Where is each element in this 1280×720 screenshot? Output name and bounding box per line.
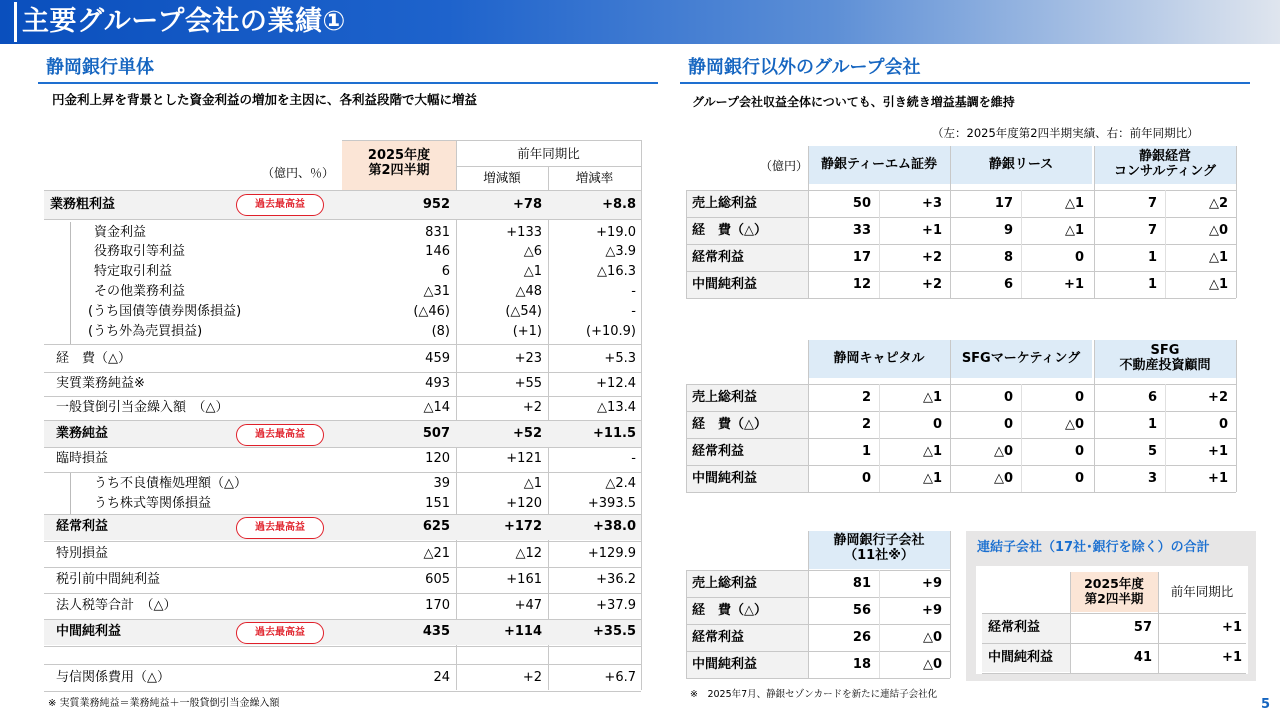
row-label: 経 費（△） (692, 417, 767, 432)
row-value: (△46) (413, 304, 450, 319)
row-label: 臨時損益 (56, 451, 109, 466)
row-label: 経 費（△） (692, 603, 767, 618)
row-label: 売上総利益 (692, 576, 758, 591)
cell-value: 1 (1147, 277, 1157, 292)
company-name: 静岡銀行子会社 （11社※） (833, 533, 925, 563)
row-separator (686, 597, 950, 598)
table-right-line (1236, 340, 1237, 492)
row-separator (44, 514, 641, 515)
row-diff: △6 (523, 244, 542, 259)
page-number: 5 (1260, 697, 1270, 712)
unit-label: （億円、％） (262, 166, 335, 180)
row-diff: +23 (514, 351, 542, 366)
row-diff: +2 (522, 400, 542, 415)
row-value: 831 (425, 225, 450, 240)
col-yoy-header: 前年同期比 (1170, 584, 1234, 599)
row-separator (686, 465, 1236, 466)
row-value: (8) (431, 324, 450, 339)
cell-value: △1 (922, 390, 942, 405)
row-separator (982, 673, 1246, 674)
row-label: 実質業務純益※ (56, 376, 145, 391)
row-rate: +8.8 (602, 197, 636, 212)
row-rate: +37.9 (596, 598, 636, 613)
row-rate: +38.0 (593, 519, 636, 534)
left-heading-underline (38, 82, 658, 84)
row-separator (686, 492, 1236, 493)
cell-value: 0 (1003, 417, 1013, 432)
half-separator (879, 384, 880, 492)
cell-value: +1 (1222, 650, 1242, 665)
row-label: 中間純利益 (56, 624, 122, 639)
company-name: SFG 不動産投資顧問 (1119, 343, 1211, 373)
row-separator (982, 643, 1246, 644)
row-rate: +36.2 (596, 572, 636, 587)
row-separator (686, 678, 950, 679)
cell-value: △0 (1064, 417, 1084, 432)
row-value: △31 (423, 284, 450, 299)
right-section-heading: 静岡銀行以外のグループ会社 (688, 57, 921, 78)
row-separator (44, 396, 641, 397)
cell-value: △1 (1208, 250, 1228, 265)
row-value: 507 (422, 426, 450, 441)
row-diff: △12 (515, 546, 542, 561)
cell-value: +1 (1208, 444, 1228, 459)
cell-value: 81 (852, 576, 871, 591)
row-label: 経常利益 (692, 250, 745, 265)
row-value: △14 (423, 400, 450, 415)
cell-value: +2 (922, 250, 942, 265)
cell-value: △0 (993, 471, 1013, 486)
row-label: 経 費（△） (692, 223, 767, 238)
row-rate: +129.9 (587, 546, 636, 561)
row-separator (44, 472, 641, 473)
row-rate: +12.4 (596, 376, 636, 391)
cell-value: 26 (852, 630, 871, 645)
row-rate: △16.3 (597, 264, 636, 279)
left-footnote: ※ 実質業務純益＝業務純益＋一般貸倒引当金繰入額 (48, 698, 280, 709)
cell-value: 50 (852, 196, 871, 211)
row-separator (44, 219, 641, 220)
table-top-line (686, 190, 1236, 191)
row-value: 151 (425, 496, 450, 511)
row-value: 952 (422, 197, 450, 212)
company-separator (808, 531, 809, 678)
row-rate: △13.4 (597, 400, 636, 415)
cell-value: 1 (1147, 250, 1157, 265)
unit-label: （億円） (760, 159, 809, 173)
row-value: 170 (425, 598, 450, 613)
record-profit-badge: 過去最高益 (236, 622, 324, 644)
col-period-header: 2025年度 第2四半期 (367, 148, 431, 178)
row-diff: △48 (515, 284, 542, 299)
row-label: 中間純利益 (692, 657, 758, 672)
row-label: 特定取引利益 (94, 264, 173, 279)
cell-value: 5 (1147, 444, 1157, 459)
row-diff: +121 (506, 451, 542, 466)
cell-value: 2 (861, 390, 871, 405)
row-value: 120 (425, 451, 450, 466)
cell-value: 12 (852, 277, 871, 292)
cell-value: 8 (1003, 250, 1013, 265)
row-rate: △3.9 (605, 244, 636, 259)
row-label: 法人税等合計 （△） (56, 598, 177, 613)
row-separator (686, 624, 950, 625)
cell-value: 2 (861, 417, 871, 432)
cell-value: 0 (1218, 417, 1228, 432)
row-diff: +133 (506, 225, 542, 240)
row-rate: +35.5 (593, 624, 636, 639)
col-diff-header: 増減額 (483, 170, 521, 185)
row-value: △21 (423, 546, 450, 561)
row-diff: +2 (522, 670, 542, 685)
cell-value: +2 (922, 277, 942, 292)
row-diff: (△54) (505, 304, 542, 319)
cell-value: 41 (1133, 650, 1152, 665)
company-separator (808, 340, 809, 492)
record-profit-badge: 過去最高益 (236, 194, 324, 216)
row-diff: +120 (506, 496, 542, 511)
cell-value: △1 (1208, 277, 1228, 292)
cell-value: △0 (922, 630, 942, 645)
record-profit-badge: 過去最高益 (236, 517, 324, 539)
cell-value: +1 (1064, 277, 1084, 292)
half-separator (879, 190, 880, 298)
row-diff: +47 (514, 598, 542, 613)
company-name: SFGマーケティング (961, 351, 1081, 366)
company-separator (1094, 146, 1095, 298)
consolidated-title: 連結子会社（17社･銀行を除く）の合計 (977, 540, 1210, 555)
table-top-line (686, 384, 1236, 385)
col-period-header: 2025年度 第2四半期 (1084, 576, 1144, 606)
record-profit-badge: 過去最高益 (236, 424, 324, 446)
row-label: 経常利益 (56, 519, 109, 534)
row-label: その他業務利益 (94, 284, 186, 299)
cell-value: 17 (994, 196, 1013, 211)
cell-value: +1 (922, 223, 942, 238)
cell-value: 17 (852, 250, 871, 265)
row-label: (うち国債等債券関係損益) (88, 304, 242, 319)
cell-value: 0 (1074, 250, 1084, 265)
row-label: 売上総利益 (692, 196, 758, 211)
title-accent (14, 2, 17, 42)
indent-guide-1 (70, 222, 71, 344)
row-label: 中間純利益 (988, 650, 1054, 665)
row-rate: +6.7 (604, 670, 636, 685)
row-value: 605 (425, 572, 450, 587)
row-value: 6 (441, 264, 450, 279)
cell-value: 7 (1147, 196, 1157, 211)
half-separator (1165, 384, 1166, 492)
company-separator (950, 146, 951, 298)
row-diff: △1 (523, 264, 542, 279)
cell-value: +9 (922, 603, 942, 618)
cell-value: 0 (1074, 471, 1084, 486)
col-rate-header: 増減率 (575, 170, 614, 185)
row-rate: (+10.9) (586, 324, 636, 339)
row-value: 493 (425, 376, 450, 391)
row-value: 39 (433, 476, 450, 491)
half-separator (1021, 384, 1022, 492)
row-rate: - (631, 284, 636, 299)
cell-value: 56 (852, 603, 871, 618)
row-value: 435 (422, 624, 450, 639)
cell-value: △1 (922, 444, 942, 459)
row-label: うち株式等関係損益 (94, 496, 212, 511)
table-right-line (950, 531, 951, 678)
row-separator (44, 447, 641, 448)
right-subtitle: グループ会社収益全体についても、引き続き増益基調を維持 (692, 95, 1015, 109)
cell-value: 0 (932, 417, 942, 432)
right-footnote: ※ 2025年7月、静銀セゾンカードを新たに連結子会社化 (690, 689, 938, 700)
row-separator (44, 541, 641, 542)
row-value: 459 (425, 351, 450, 366)
row-separator (44, 344, 641, 345)
row-label: 経常利益 (988, 620, 1041, 635)
company-name: 静銀経営 コンサルティング (1113, 149, 1217, 179)
col-sep-right (641, 140, 642, 690)
half-separator (1165, 190, 1166, 298)
row-separator (44, 664, 641, 665)
company-separator (808, 146, 809, 298)
row-separator (44, 593, 641, 594)
row-separator (44, 619, 641, 620)
cell-value: 1 (1147, 417, 1157, 432)
company-name: 静岡キャピタル (833, 351, 925, 366)
table-top-line (686, 570, 950, 571)
company-separator (950, 340, 951, 492)
row-diff: +55 (514, 376, 542, 391)
cell-value: +2 (1208, 390, 1228, 405)
cell-value: △1 (922, 471, 942, 486)
row-label: 一般貸倒引当金繰入額 （△） (56, 400, 229, 415)
row-value: 146 (425, 244, 450, 259)
row-label: 業務純益 (56, 426, 109, 441)
cell-value: 0 (1074, 390, 1084, 405)
company-name: 静銀ティーエム証券 (821, 157, 937, 172)
row-separator (686, 411, 1236, 412)
row-label: うち不良債権処理額（△） (94, 476, 247, 491)
cell-value: 0 (1074, 444, 1084, 459)
row-separator (44, 567, 641, 568)
cell-value: 18 (852, 657, 871, 672)
row-label: 中間純利益 (692, 471, 758, 486)
row-value: 24 (433, 670, 450, 685)
row-diff: +161 (506, 572, 542, 587)
cell-value: +3 (922, 196, 942, 211)
half-separator (879, 570, 880, 678)
row-rate: +5.3 (604, 351, 636, 366)
cell-value: 33 (852, 223, 871, 238)
table-right-line (1236, 146, 1237, 298)
row-label: 役務取引等利益 (94, 244, 186, 259)
row-label: (うち外為売買損益) (88, 324, 203, 339)
row-diff: +78 (513, 197, 542, 212)
row-rate: - (631, 304, 636, 319)
cell-value: △1 (1064, 223, 1084, 238)
row-rate: +11.5 (593, 426, 636, 441)
cell-value: △1 (1064, 196, 1084, 211)
company-separator (1094, 340, 1095, 492)
row-rate: +393.5 (587, 496, 636, 511)
row-rate: +19.0 (596, 225, 636, 240)
cell-value: 0 (861, 471, 871, 486)
cell-value: 9 (1003, 223, 1013, 238)
row-separator (686, 298, 1236, 299)
row-separator (44, 691, 641, 692)
row-diff: +52 (513, 426, 542, 441)
row-rate: - (631, 451, 636, 466)
cell-value: 6 (1147, 390, 1157, 405)
table-left-line (686, 570, 687, 678)
row-separator (44, 420, 641, 421)
cell-value: 0 (1003, 390, 1013, 405)
row-separator (686, 651, 950, 652)
cell-value: △0 (922, 657, 942, 672)
right-legend-note: （左：2025年度第2四半期実績、右：前年同期比） (932, 126, 1199, 140)
cell-value: △0 (1208, 223, 1228, 238)
row-separator (686, 271, 1236, 272)
cell-value: +1 (1222, 620, 1242, 635)
row-label: 中間純利益 (692, 277, 758, 292)
row-label: 経常利益 (692, 444, 745, 459)
row-diff: +114 (503, 624, 542, 639)
right-heading-underline (680, 82, 1250, 84)
row-label: 与信関係費用（△） (56, 670, 170, 685)
cell-value: +1 (1208, 471, 1228, 486)
row-separator (686, 217, 1236, 218)
half-separator (1021, 190, 1022, 298)
row-label: 業務粗利益 (50, 197, 116, 212)
cell-value: △2 (1208, 196, 1228, 211)
row-separator (982, 613, 1246, 614)
header-top-line (342, 140, 641, 141)
row-separator (44, 646, 641, 647)
row-label: 経常利益 (692, 630, 745, 645)
row-separator (686, 438, 1236, 439)
row-label: 経 費（△） (56, 351, 131, 366)
row-diff: (+1) (512, 324, 542, 339)
row-label: 税引前中間純利益 (56, 572, 161, 587)
row-separator (686, 244, 1236, 245)
cell-value: 7 (1147, 223, 1157, 238)
row-value: 625 (422, 519, 450, 534)
row-label: 資金利益 (94, 225, 147, 240)
row-diff: +172 (503, 519, 542, 534)
cell-value: 1 (861, 444, 871, 459)
left-subtitle: 円金利上昇を背景とした資金利益の増加を主因に、各利益段階で大幅に増益 (52, 92, 478, 107)
page-title: 主要グループ会社の業績① (22, 6, 346, 37)
row-rate: △2.4 (605, 476, 636, 491)
col-yoy-header: 前年同期比 (517, 146, 580, 161)
cell-value: 3 (1147, 471, 1157, 486)
row-separator (44, 372, 641, 373)
row-label: 売上総利益 (692, 390, 758, 405)
row-separator (44, 190, 641, 191)
cell-value: 6 (1003, 277, 1013, 292)
left-section-heading: 静岡銀行単体 (46, 57, 154, 78)
company-name: 静銀リース (988, 157, 1054, 172)
cell-value: △0 (993, 444, 1013, 459)
indent-guide-2 (70, 472, 71, 514)
cell-value: +9 (922, 576, 942, 591)
row-label: 特別損益 (56, 546, 109, 561)
table-left-line (686, 190, 687, 298)
table-left-line (686, 384, 687, 492)
cell-value: 57 (1133, 620, 1152, 635)
row-diff: △1 (523, 476, 542, 491)
